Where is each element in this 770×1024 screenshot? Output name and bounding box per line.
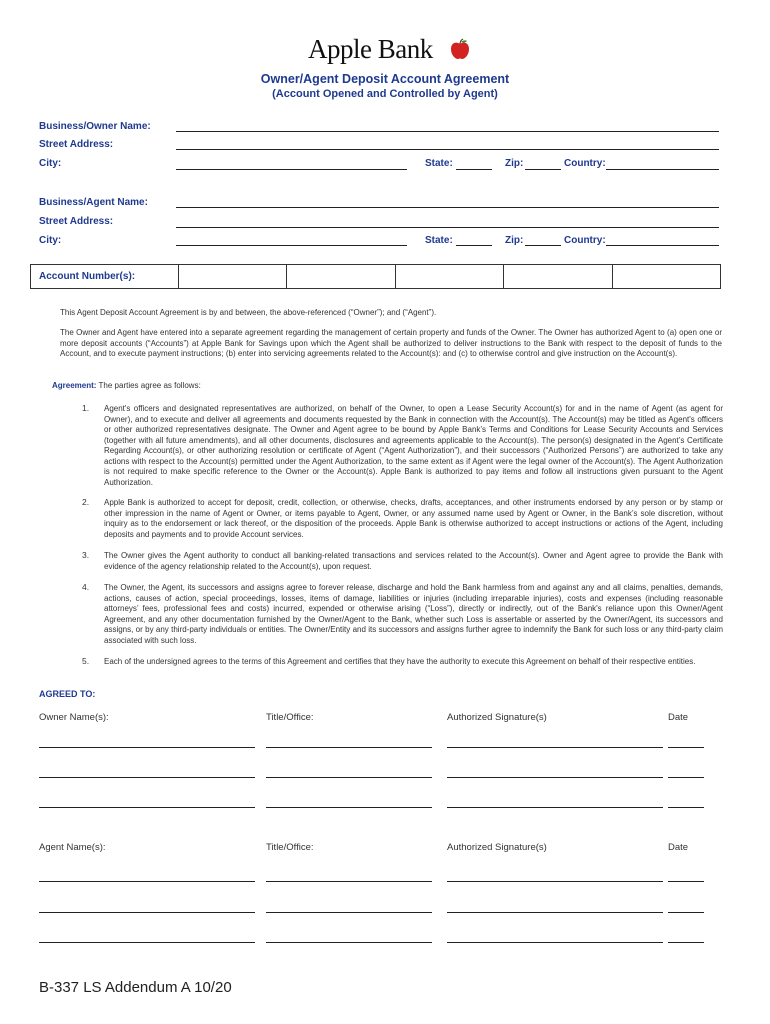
agreement-label: Agreement: <box>52 381 97 390</box>
agent-title-line[interactable] <box>266 942 432 943</box>
owner-country-label: Country: <box>564 158 606 169</box>
owner-city-field[interactable] <box>176 169 407 170</box>
clause-text: Apple Bank is authorized to accept for deposit, credit, collection, or otherwise, checks, drafts, acceptances, and other instruments endorsed by any person or by stamp or other impression in the name of Agent or Owner, or items payable to Agent, Owner, or any assumed name used by Agent or Owner, in the Bank’s sole discretion, without inquiry as to the endorsement or lack thereof, or the disposition of the proceeds. Apple Bank is otherwise authorized to accept instructions or actions of the Agent, including deposits and payments and to provide Account services. <box>104 498 723 539</box>
account-numbers-label: Account Number(s): <box>39 271 136 282</box>
agent-city-label: City: <box>39 235 62 246</box>
clause-text: Each of the undersigned agrees to the terms of this Agreement and certifies that they have the authority to execute this Agreement on behalf of their respective entities. <box>104 657 696 666</box>
clause-number: 1. <box>82 403 90 413</box>
clause-number: 5. <box>82 656 90 666</box>
agent-title-label: Title/Office: <box>266 842 314 853</box>
agent-date-line[interactable] <box>668 881 704 882</box>
clause-number: 4. <box>82 582 90 592</box>
background-paragraph: The Owner and Agent have entered into a separate agreement regarding the management of certain property and funds of the Owner. The Owner has authorized Agent to (a) open one or more deposit accounts (“Accounts”) at Apple Bank for Savings upon which the Agent shall be authorized to deliver instructions to the Bank with respect to the deposit of funds to the Account, and to execute payment instructions; (b) enter into servicing agreements related to the Account(s): and (c) to otherwise control and give instruction on the Account(s). <box>60 328 722 358</box>
owner-date-line[interactable] <box>668 807 704 808</box>
apple-bank-logo: Apple Bank <box>308 34 433 64</box>
owner-date-line[interactable] <box>668 777 704 778</box>
owner-city-label: City: <box>39 158 62 169</box>
agent-title-line[interactable] <box>266 912 432 913</box>
agent-names-label: Agent Name(s): <box>39 842 106 853</box>
owner-name-label: Business/Owner Name: <box>39 121 151 132</box>
intro-paragraph: This Agent Deposit Account Agreement is by and between, the above-referenced (“Owner”); and (“Agent”). <box>60 308 437 317</box>
owner-street-label: Street Address: <box>39 139 114 150</box>
owner-street-field[interactable] <box>176 149 719 150</box>
owner-title-line[interactable] <box>266 777 432 778</box>
agent-name-field[interactable] <box>176 207 719 208</box>
agent-country-field[interactable] <box>606 245 719 246</box>
clause-number: 3. <box>82 550 90 560</box>
agent-signature-line[interactable] <box>447 881 663 882</box>
account-number-cell[interactable] <box>395 265 503 288</box>
owner-zip-label: Zip: <box>505 158 524 169</box>
clause-number: 2. <box>82 497 90 507</box>
owner-names-label: Owner Name(s): <box>39 712 109 723</box>
owner-signature-label: Authorized Signature(s) <box>447 712 547 723</box>
agent-signature-line[interactable] <box>447 912 663 913</box>
owner-title-line[interactable] <box>266 807 432 808</box>
agent-name-line[interactable] <box>39 881 255 882</box>
agent-date-line[interactable] <box>668 942 704 943</box>
agent-name-line[interactable] <box>39 942 255 943</box>
clause-text: The Owner gives the Agent authority to conduct all banking-related transactions and services related to the Account(s). Owner and Agent agree to provide the Bank with evidence of the agency relationship related to the Account(s), upon request. <box>104 551 723 571</box>
agreed-to-heading: AGREED TO: <box>39 689 96 699</box>
agent-state-label: State: <box>425 235 453 246</box>
owner-signature-line[interactable] <box>447 747 663 748</box>
agent-name-label: Business/Agent Name: <box>39 197 148 208</box>
owner-signature-line[interactable] <box>447 777 663 778</box>
agent-zip-field[interactable] <box>525 245 561 246</box>
owner-state-label: State: <box>425 158 453 169</box>
account-number-cell[interactable] <box>178 265 286 288</box>
agent-state-field[interactable] <box>456 245 492 246</box>
account-number-cell[interactable] <box>503 265 611 288</box>
agent-zip-label: Zip: <box>505 235 524 246</box>
clause-text: The Owner, the Agent, its successors and assigns agree to forever release, discharge and hold the Bank harmless from and against any and all claims, penalties, demands, actions, causes of action, special proceedings, losses, items of damage, liabilities or injuries (including irreparable injuries), costs and expenses (including reasonable attorneys’ fees, professional fees and costs) incurred, expended or otherwise arising (“Loss”), directly or indirectly, out of the Bank's reliance upon this Owner/Agent Agreement, and any other documentation furnished by the Owner/Agent to the Bank, whether such Loss is assertable or asserted by the Owner/Agent, its successors and assigns, or by any third-party individuals or entities. The Owner/Entity and its successors and assigns further agree to indemnify the Bank for such loss or any third-party claim associated with such loss. <box>104 583 723 645</box>
account-number-cell[interactable] <box>286 265 394 288</box>
agreement-heading <box>52 381 452 392</box>
agent-date-label: Date <box>668 842 689 853</box>
agent-country-label: Country: <box>564 235 606 246</box>
owner-date-line[interactable] <box>668 747 704 748</box>
clause-text: Agent's officers and designated representatives are authorized, on behalf of the Owner, to open a Lease Security Account(s) for and in the name of Agent (as agent for Owner), and to execute and deliver all agreements and documents requested by the Bank in connection with the Account(s). The Account(s) may be titled as Agent's officers or other authorized representatives designate. The Owner and Agent agree to be bound by Apple Bank’s Terms and Conditions for Lease Security Accounts and Services (together with all future amendments), and all other documents, disclosures and agreements applicable to the Account(s). The person(s) designated in the Agent’s Certificate Regarding Account(s), or other authorizing resolution or certificate of Agent (“Agent Authorization”), and their successors (“Authorized Persons”) are authorized to take any actions with respect to the Account(s) permitted under the Agent Authorization, to the same extent as if Agent were the legal owner of the Account(s). The Agent Authorization is not required to make specific reference to the Owner or the Account(s). Apple Bank is authorized to pay items and follow all instructions given pursuant to the Agent Authorization. <box>104 404 723 487</box>
owner-title-label: Title/Office: <box>266 712 314 723</box>
owner-name-line[interactable] <box>39 807 255 808</box>
agent-street-field[interactable] <box>176 227 719 228</box>
owner-name-line[interactable] <box>39 777 255 778</box>
owner-name-field[interactable] <box>176 131 719 132</box>
owner-title-line[interactable] <box>266 747 432 748</box>
account-numbers-table <box>30 264 721 289</box>
owner-date-label: Date <box>668 712 689 723</box>
apple-icon <box>450 38 470 60</box>
agent-name-line[interactable] <box>39 912 255 913</box>
agent-city-field[interactable] <box>176 245 407 246</box>
agent-street-label: Street Address: <box>39 216 114 227</box>
document-subtitle: (Account Opened and Controlled by Agent) <box>272 88 498 100</box>
agent-signature-line[interactable] <box>447 942 663 943</box>
agent-title-line[interactable] <box>266 881 432 882</box>
owner-country-field[interactable] <box>606 169 719 170</box>
agent-date-line[interactable] <box>668 912 704 913</box>
account-number-cell[interactable] <box>612 265 720 288</box>
owner-signature-line[interactable] <box>447 807 663 808</box>
agent-signature-label: Authorized Signature(s) <box>447 842 547 853</box>
owner-zip-field[interactable] <box>525 169 561 170</box>
owner-name-line[interactable] <box>39 747 255 748</box>
form-footer: B-337 LS Addendum A 10/20 <box>39 979 232 996</box>
agreement-intro: The parties agree as follows: <box>98 381 201 390</box>
owner-state-field[interactable] <box>456 169 492 170</box>
document-title: Owner/Agent Deposit Account Agreement <box>260 72 510 86</box>
